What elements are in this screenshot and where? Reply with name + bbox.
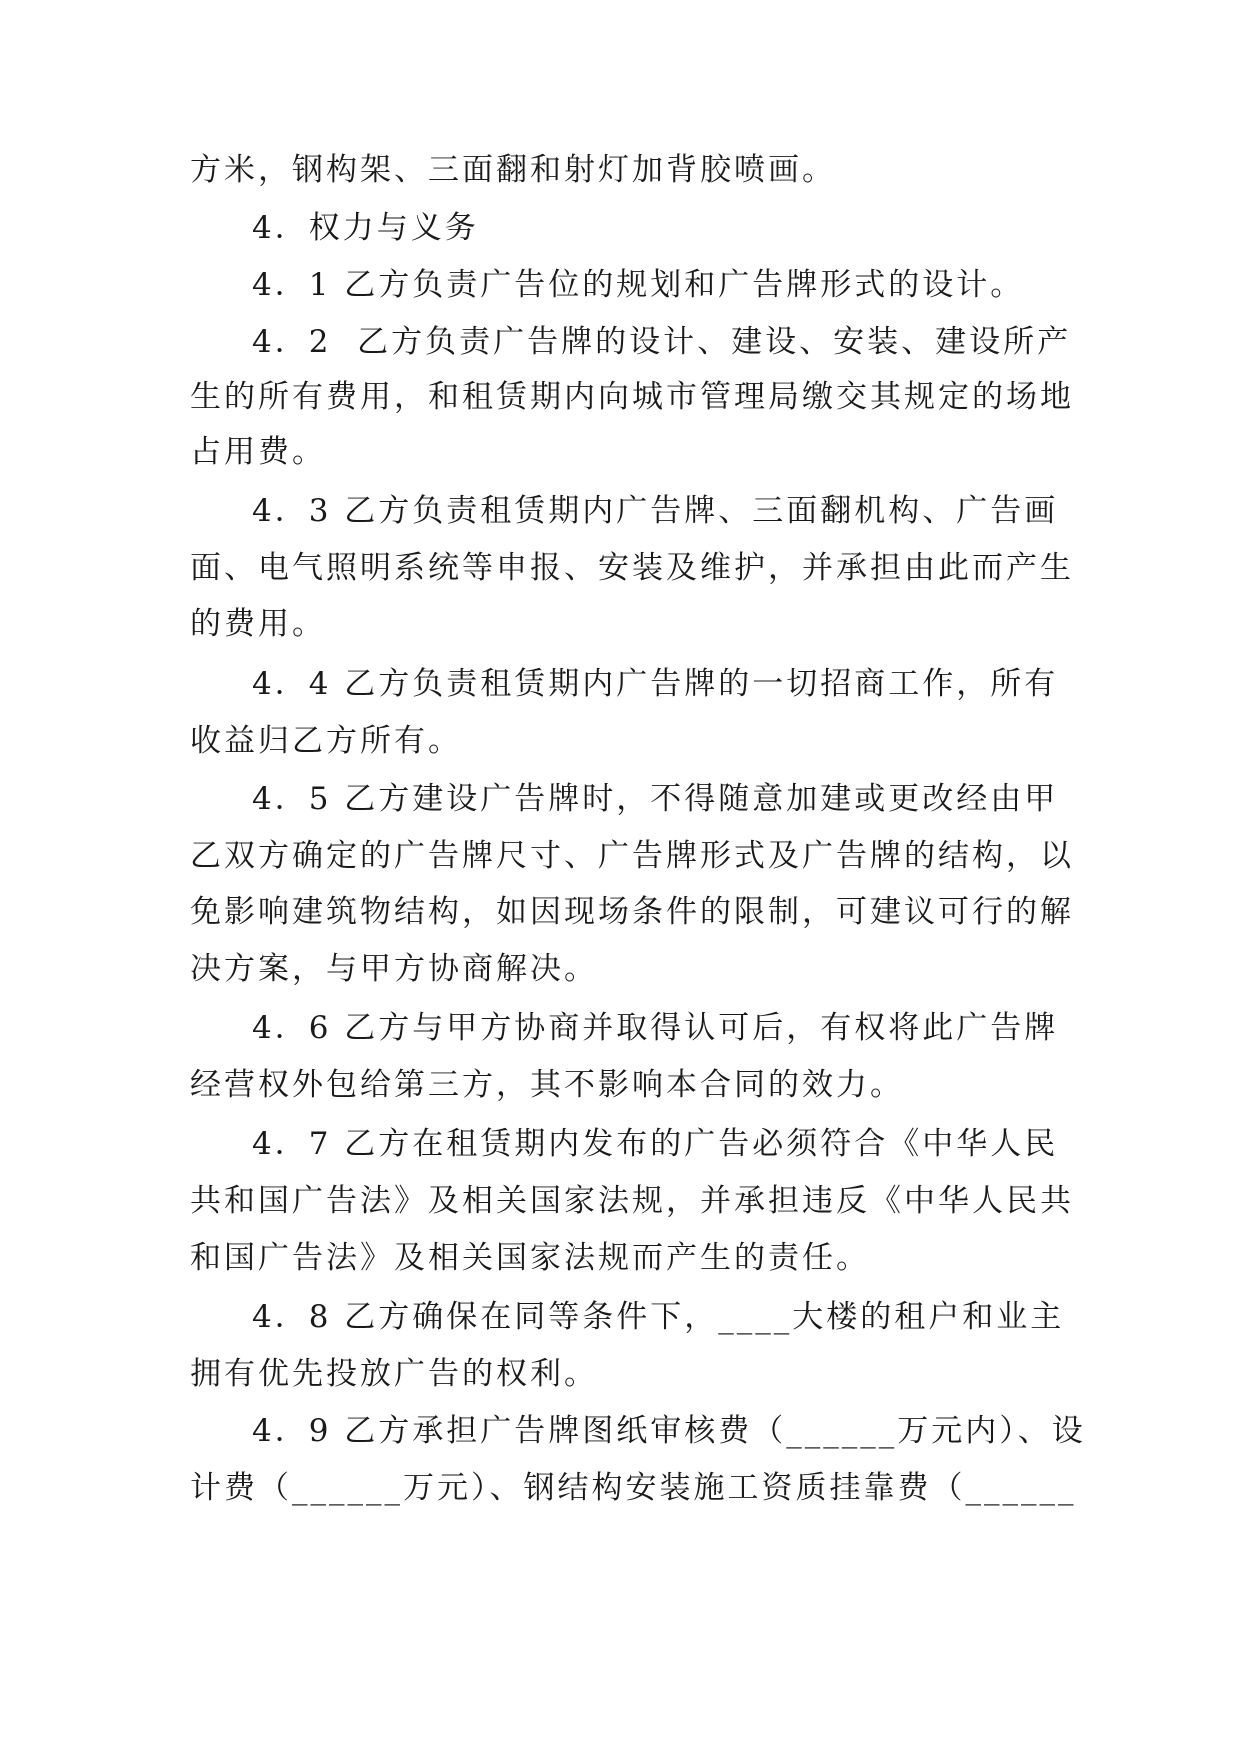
text-line: 4．6 乙方与甲方协商并取得认可后，有权将此广告牌 xyxy=(252,1010,1059,1046)
text-line: 4．2 乙方负责广告牌的设计、建设、安装、建设所产 xyxy=(252,324,1072,360)
text-line: 拥有优先投放广告的权利。 xyxy=(190,1356,598,1392)
text-line: 4．3 乙方负责租赁期内广告牌、三面翻机构、广告画 xyxy=(252,493,1059,529)
section-heading: 4．权力与义务 xyxy=(252,210,479,246)
text-line: 的费用。 xyxy=(190,606,326,642)
text-line: 方米，钢构架、三面翻和射灯加背胶喷画。 xyxy=(190,152,836,188)
text-line: 面、电气照明系统等申报、安装及维护，并承担由此而产生 xyxy=(190,550,1074,586)
text-line: 占用费。 xyxy=(190,434,326,470)
text-line: 4．5 乙方建设广告牌时，不得随意加建或更改经由甲 xyxy=(252,781,1059,817)
text-line: 4．7 乙方在租赁期内发布的广告必须符合《中华人民 xyxy=(252,1126,1059,1162)
text-line: 免影响建筑物结构，如因现场条件的限制，可建议可行的解 xyxy=(190,894,1074,930)
text-line: 共和国广告法》及相关国家法规，并承担违反《中华人民共 xyxy=(190,1183,1074,1219)
text-line: 4．4 乙方负责租赁期内广告牌的一切招商工作，所有 xyxy=(252,666,1059,702)
text-line: 4．8 乙方确保在同等条件下，____大楼的租户和业主 xyxy=(252,1299,1065,1335)
text-line: 4．1 乙方负责广告位的规划和广告牌形式的设计。 xyxy=(252,267,1025,303)
text-line: 计费（______万元）、钢结构安装施工资质挂靠费（______ xyxy=(190,1470,1077,1506)
text-line: 和国广告法》及相关国家法规而产生的责任。 xyxy=(190,1240,870,1276)
text-line: 4．9 乙方承担广告牌图纸审核费（______万元内）、设 xyxy=(252,1413,1086,1449)
text-line: 收益归乙方所有。 xyxy=(190,723,462,759)
text-line: 决方案，与甲方协商解决。 xyxy=(190,951,598,987)
text-line: 乙双方确定的广告牌尺寸、广告牌形式及广告牌的结构，以 xyxy=(190,838,1074,874)
text-line: 经营权外包给第三方，其不影响本合同的效力。 xyxy=(190,1067,904,1103)
text-line: 生的所有费用，和租赁期内向城市管理局缴交其规定的场地 xyxy=(190,379,1074,415)
